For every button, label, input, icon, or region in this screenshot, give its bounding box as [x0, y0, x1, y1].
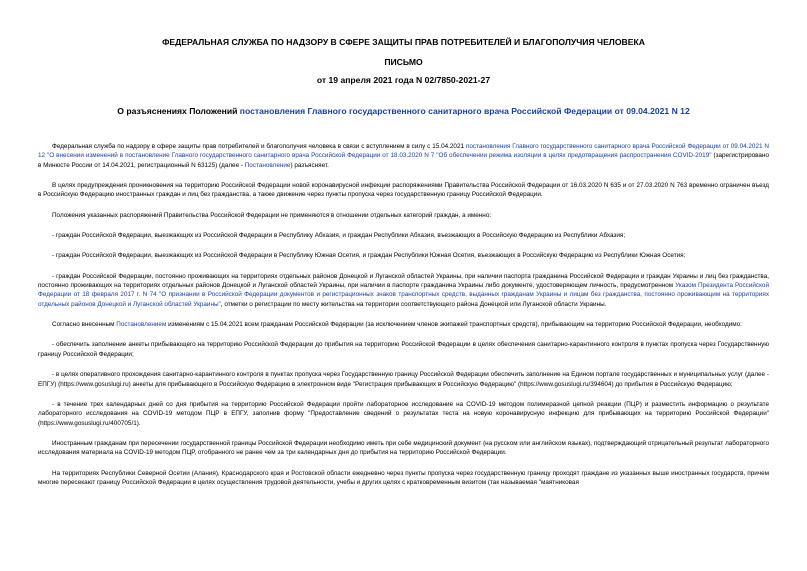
text-segment: Согласно внесенным — [52, 321, 117, 329]
decree-link[interactable]: Указом Президента Российской Федерации от 18 февраля 2017 г. N 74 "О признании в Российской Федерации документов и регистрационных знаков транспортных средств, выданных гражданам Украины и лицам без гражданства, постоянно проживающим на территориях отдельных районов Донецкой и Луганской областей Украины" — [38, 282, 769, 308]
text-segment: ) разъясняет. — [290, 161, 329, 169]
list-item-abkhazia: - граждан Российской Федерации, выезжающих из Российской Федерации в Республику Абхазия, и граждан Республики Абхазия, въезжающих в Российскую Федерацию из Республики Абхазия; — [52, 232, 626, 240]
list-item-epgu: - в целях оперативного прохождения санитарно-карантинного контроля в пунктах пропуска через Государственную границу Российской Федерации обеспечить заполнение на Едином портале государственных и муниципальных услуг (далее - ЕПГУ) (https://www.gosuslugi.ru) анкеты для прибывающего в Российскую Федерацию в электронном виде "Регистрация прибывающих в Российскую Федерацию" (https://www.gosuslugi.ru/394604) до прибытия в Российскую Федерацию; — [38, 371, 769, 388]
paragraph-foreign-citizens: Иностранным гражданам при пересечении государственной границы Российской Федерации необходимо иметь при себе медицинский документ (на русском или английском языках), подтверждающий отрицательный результат лабораторного исследования материала на COVID-19 методом ПЦР, отобранного не ранее чем за три календарных дня до прибытия на территорию Российской Федерации. — [38, 439, 769, 457]
subject-prefix: О разъяснениях Положений — [117, 106, 240, 116]
list-item-south-ossetia: - граждан Российской Федерации, выезжающих из Российской Федерации в Республику Южная Осетия, и граждан Республики Южная Осетия, въезжающих в Российскую Федерацию из Республики Южная Осетия; — [52, 252, 686, 260]
document-date-number: от 19 апреля 2021 года N 02/7850-2021-27 — [316, 75, 491, 85]
paragraph-regions: На территориях Республики Северной Осетии (Алания), Краснодарского края и Ростовской области ежедневно через пункты пропуска через государственную границу проходят граждане из указанных выше иностранных государств, причем многие пересекают границу Российской Федерации в целях осуществления трудовой деятельности, учебы и других целях с кратковременным визитом (так называемая "маятниковая — [38, 469, 769, 486]
document-type: ПИСЬМО — [384, 57, 423, 67]
list-item-donetsk-lugansk — [38, 272, 769, 309]
paragraph-restrictions: В целях предупреждения проникновения на территорию Российской Федерации новой коронавирусной инфекции распоряжениями Правительства Российской Федерации от 16.03.2020 N 635 и от 27.03.2020 N 763 временно ограничен въезд в Российскую Федерацию иностранных граждан и лиц без гражданства, а также движение через пункты пропуска через государственную границу Российской Федерации. — [38, 182, 769, 199]
postanovleniem-link[interactable]: Постановлением — [116, 321, 167, 329]
subject-link[interactable]: постановления Главного государственного санитарного врача Российской Федерации от 09.04.2021 N 12 — [239, 106, 690, 116]
list-item-questionnaire: - обеспечить заполнение анкеты прибывающего на территорию Российской Федерации до прибытия на территорию Российской Федерации в целях обеспечения санитарно-карантинного контроля в пунктах пропуска через Государственную границу Российской Федерации; — [38, 341, 769, 358]
text-segment: - граждан Российской Федерации, постоянно проживающих на территориях отдельных районов Донецкой и Луганской областей Украины, при наличии паспорта гражданина Российской Федерации и граждан Украины и лиц без гражданства, постоянно проживающих на территориях отдельных районов Донецкой и Луганской областей Украины, при наличии в паспорте гражданина Украины либо документе, удостоверяющем личность, предусмотренном — [38, 272, 769, 290]
agency-title: ФЕДЕРАЛЬНАЯ СЛУЖБА ПО НАДЗОРУ В СФЕРЕ ЗАЩИТЫ ПРАВ ПОТРЕБИТЕЛЕЙ И БЛАГОПОЛУЧИЯ ЧЕЛОВЕКА — [162, 37, 645, 47]
postanovlenie-link[interactable]: Постановление — [244, 161, 291, 169]
document-body — [38, 142, 769, 498]
text-segment: Федеральная служба по надзору в сфере защиты прав потребителей и благополучия человека в связи с вступлением в силу с 15.04.2021 — [52, 143, 466, 150]
document-subject — [0, 106, 807, 116]
text-segment: изменениям с 15.04.2021 всем гражданам Российской Федерации (за исключением членов экипажей транспортных средств), прибывающим на территорию Российской Федерации, необходимо: — [166, 321, 742, 329]
resolution-link[interactable]: постановления Главного государственного санитарного врача Российской Федерации от 09.04.2021 N 12 "О внесении изменений в постановление Главного государственного санитарного врача Российской Федерации от 18.03.2020 N 7 "Об обеспечении режима изоляции в целях предотвращения распространения COVID-2019" — [38, 143, 770, 160]
text-segment: , отметки о регистрации по месту жительства на территории соответствующего района Донецкой или Луганской области Украины. — [220, 300, 607, 308]
list-item-pcr-test: - в течение трех календарных дней со дня прибытия на территорию Российской Федерации пройти лабораторное исследование на COVID-19 методом полимеразной цепной реакции (ПЦР) и разместить информацию о результате лабораторного исследования на COVID-19 методом ПЦР в ЕПГУ, заполнив форму "Предоставление сведений о результатах теста на новую коронавирусную инфекцию для прибывающих на территорию Российской Федерации" (https://www.gosuslugi.ru/400705/1). — [38, 400, 769, 427]
text-segment: (зарегистрировано в Минюсте России от 14.04.2021, регистрационный N 63125) (далее - — [38, 152, 769, 169]
paragraph-exceptions: Положения указанных распоряжений Правительства Российской Федерации не применяются в отношении отдельных категорий граждан, а именно: — [52, 211, 492, 219]
paragraph-intro — [38, 142, 769, 170]
paragraph-requirements — [38, 320, 769, 329]
